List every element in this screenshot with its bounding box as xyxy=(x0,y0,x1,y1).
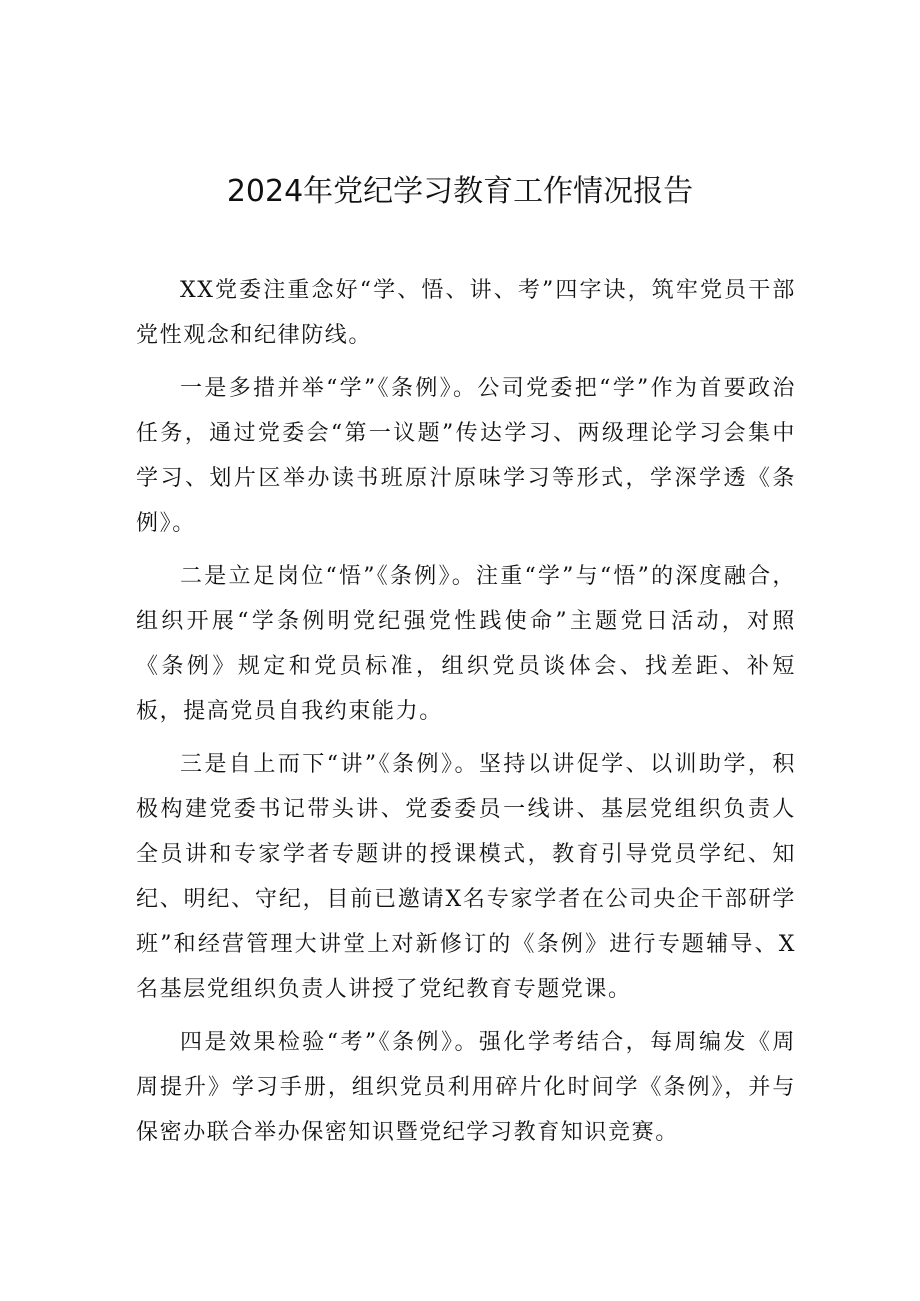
paragraph-comprehend: 二是立足岗位“悟”《条例》。注重“学”与“悟”的深度融合，组织开展“学条例明党纪强党性践使命”主题党日活动，对照《条例》规定和党员标准，组织党员谈体会、找差距、补短板，提高党员自我约束能力。 xyxy=(136,564,796,724)
document-body xyxy=(136,268,796,1155)
paragraph-lecture: 三是自上而下“讲”《条例》。坚持以讲促学、以训助学，积极构建党委书记带头讲、党委委员一线讲、基层党组织负责人全员讲和专家学者专题讲的授课模式，教育引导党员学纪、知纪、明纪、守纪，目前已邀请X名专家学者在公司央企干部研学班”和经营管理大讲堂上对新修订的《条例》进行专题辅导、X名基层党组织负责人讲授了党纪教育专题党课。 xyxy=(136,752,796,1002)
paragraph-study: 一是多措并举“学”《条例》。公司党委把“学”作为首要政治任务，通过党委会“第一议题”传达学习、两级理论学习会集中学习、划片区举办读书班原汁原味学习等形式，学深学透《条例》。 xyxy=(136,376,796,536)
paragraph-intro: XX党委注重念好“学、悟、讲、考”四字诀，筑牢党员干部党性观念和纪律防线。 xyxy=(136,278,796,348)
paragraph-examine: 四是效果检验“考”《条例》。强化学考结合，每周编发《周周提升》学习手册，组织党员利用碎片化时间学《条例》，并与保密办联合举办保密知识暨党纪学习教育知识竞赛。 xyxy=(136,1030,796,1145)
document-title: 2024年党纪学习教育工作情况报告 xyxy=(226,174,694,209)
